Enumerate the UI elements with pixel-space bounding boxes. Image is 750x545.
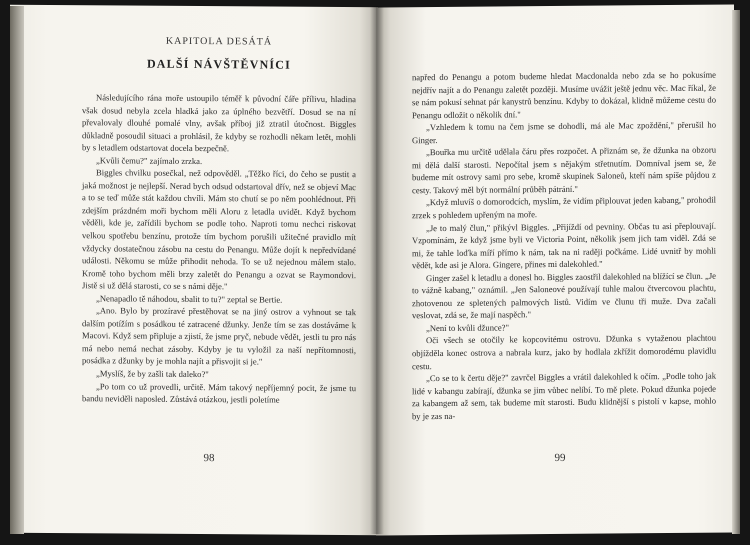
paragraph: napřed do Penangu a potom budeme hledat Macdonalda nebo zda se ho pokusíme nejdřív najít a do Penangu zaletět později. Musíme uvážit ještě jednu věc. Mac říkal, že se nám pokusí sehnat pár kanystrů benzínu. Kdyby to dokázal, klidně můžeme cestu do Penangu odložit o několik dní." [412,69,716,120]
paragraph: „Vzhledem k tomu na čem jsme se dohodli, má ale Mac zpoždění," přerušil ho Ginger. [412,119,716,145]
page-number: 99 [554,451,566,465]
page-number: 98 [203,452,215,465]
paragraph: „Myslíš, že by zašli tak daleko?" [96,368,209,380]
paragraph: „Ano. Bylo by prozíravé přestěhovat se na jiný ostrov a vyhnout se tak dalším potížím s posádkou té zatracené džunky. Jenže tím se zas dostáváme k Macovi. Když sem připluje a zjistí, že jsme pryč, nebude vědět, jestli tu pro nás má nebo nemá nechat zásoby. Kdyby je tu vyložil za naší nepřítomnosti, posádka z džunky by je mohla najít a přisvojit si je." [82,305,356,367]
open-book [10,6,740,541]
paragraph: Následujícího rána moře ustoupilo téměř k původní čáře přílivu, hladina však dosud nebyla zcela hladká jako za úplného bezvětří. Dosud se na ní převalovaly dlouhé pomalé vlny, avšak příboj již ztratil útočnost. Biggles důkladně posoudil situaci a prohlásil, že kdyby se rozhodli někam letět, mohli by s letadlem odstartovat docela bezpečně. [82,92,356,154]
chapter-number: KAPITOLA DESÁTÁ [165,35,273,48]
paragraph: „Když mluvíš o domorodcích, myslím, že vidím připlouvat jeden kabang," prohodil zrzek s pohledem upřeným na moře. [412,195,716,221]
right-page-text [412,69,716,423]
right-page-edge [732,10,740,534]
paragraph: „Po tom co už provedli, určitě. Mám takový nepříjemný pocit, že jsme tu bandu neviděli naposled. Zůstává otázkou, jestli poletíme [82,380,356,405]
left-page-text [82,91,356,407]
paragraph: „Co se to k čertu děje?" zavrčel Biggles a vrátil dalekohled k očím. „Podle toho jak lidé v kabangu zabírají, džunka se jim vůbec nelíbí. To mě plete. Pokud džunka pojede za kabangem až sem, tak budeme mít starosti. Budu klidnější s pistolí v kapse, mohlo by je zas na- [412,370,716,422]
paragraph: „Bouřka mu určitě udělala čáru přes rozpočet. A přiznám se, že džunka na obzoru mi dělá další starosti. Nepočítal jsem s nějakým střetnutím. Domníval jsem se, že budeme mít ostrovy sami pro sebe, kromě skupinek Saloneů, kteří nám spíše půjdou z cesty. Takový měl být normální průběh pátrání." [412,144,716,196]
paragraph: Ginger zašel k letadlu a donesl ho. Biggles zaostřil dalekohled na blížící se člun. „Je to vážně kabang," oznámil. „Jen Saloneové používají tuhle malou čtvercovou plachtu, zhotovenou ze spletených palmových listů. Vidím ve člunu tři muže. Dva začali veslovat, zdá se, že mají naspěch." [412,270,716,321]
left-page-edge [10,6,24,534]
paragraph: „Nenapadlo tě náhodou, sbalit to tu?" zeptal se Bertie. [96,293,283,305]
right-page [376,4,734,535]
paragraph: „Je to malý člun," přikývl Biggles. „Přijíždí od pevniny. Občas tu asi přeplouvají. Vzpomínám, že když jsme byli ve Victoria Point, několik jsem jich tam viděl. Zdá se mi, že tahle loďka míří přímo k nám, tak na ni raději počkáme. Lidé uvnitř by mohli vědět, kde asi je Alora. Gingere, přines mi dalekohled." [412,220,716,271]
paragraph: „Není to kvůli džunce?" [426,322,509,334]
book-spine [370,6,384,534]
chapter-title: DALŠÍ NÁVŠTĚVNÍCI [146,56,292,72]
left-page [10,5,378,536]
paragraph: „Kvůli čemu?" zajímalo zrzka. [96,155,203,166]
paragraph: Oči všech se otočily ke kopcovitému ostrovu. Džunka s vytaženou plachtou objížděla konec ostrova a nabrala kurz, jako by hodlala zkřížit domorodému plavidlu cestu. [412,333,716,371]
paragraph: Biggles chvilku posečkal, než odpověděl. „Těžko říci, do čeho se pustit a jaká možnost je nejlepší. Nerad bych odsud odstartoval dřív, než se objeví Mac a to se teď může stát každou chvíli. Mám sto chutí se po něm poohlédnout. Při zdejším prázdném moři bychom měli Aloru z letadla uvidět. Když bychom věděli, kde je, zařídili bychom se podle toho. Naproti tomu nechci riskovat velkou spotřebu benzínu, protože tím bychom porušili užitečné pravidlo mít vždycky dostatečnou zásobu na cestu do Penangu. Může dojít k nepředvídané události. Někomu se může přihodit nehoda. To se už nejednou málem stalo. Kromě toho bychom měli brzy zaletět do Penangu a ozvat se Raymondovi. Jistě si už dělá starosti, co se s námi děje." [82,167,356,292]
